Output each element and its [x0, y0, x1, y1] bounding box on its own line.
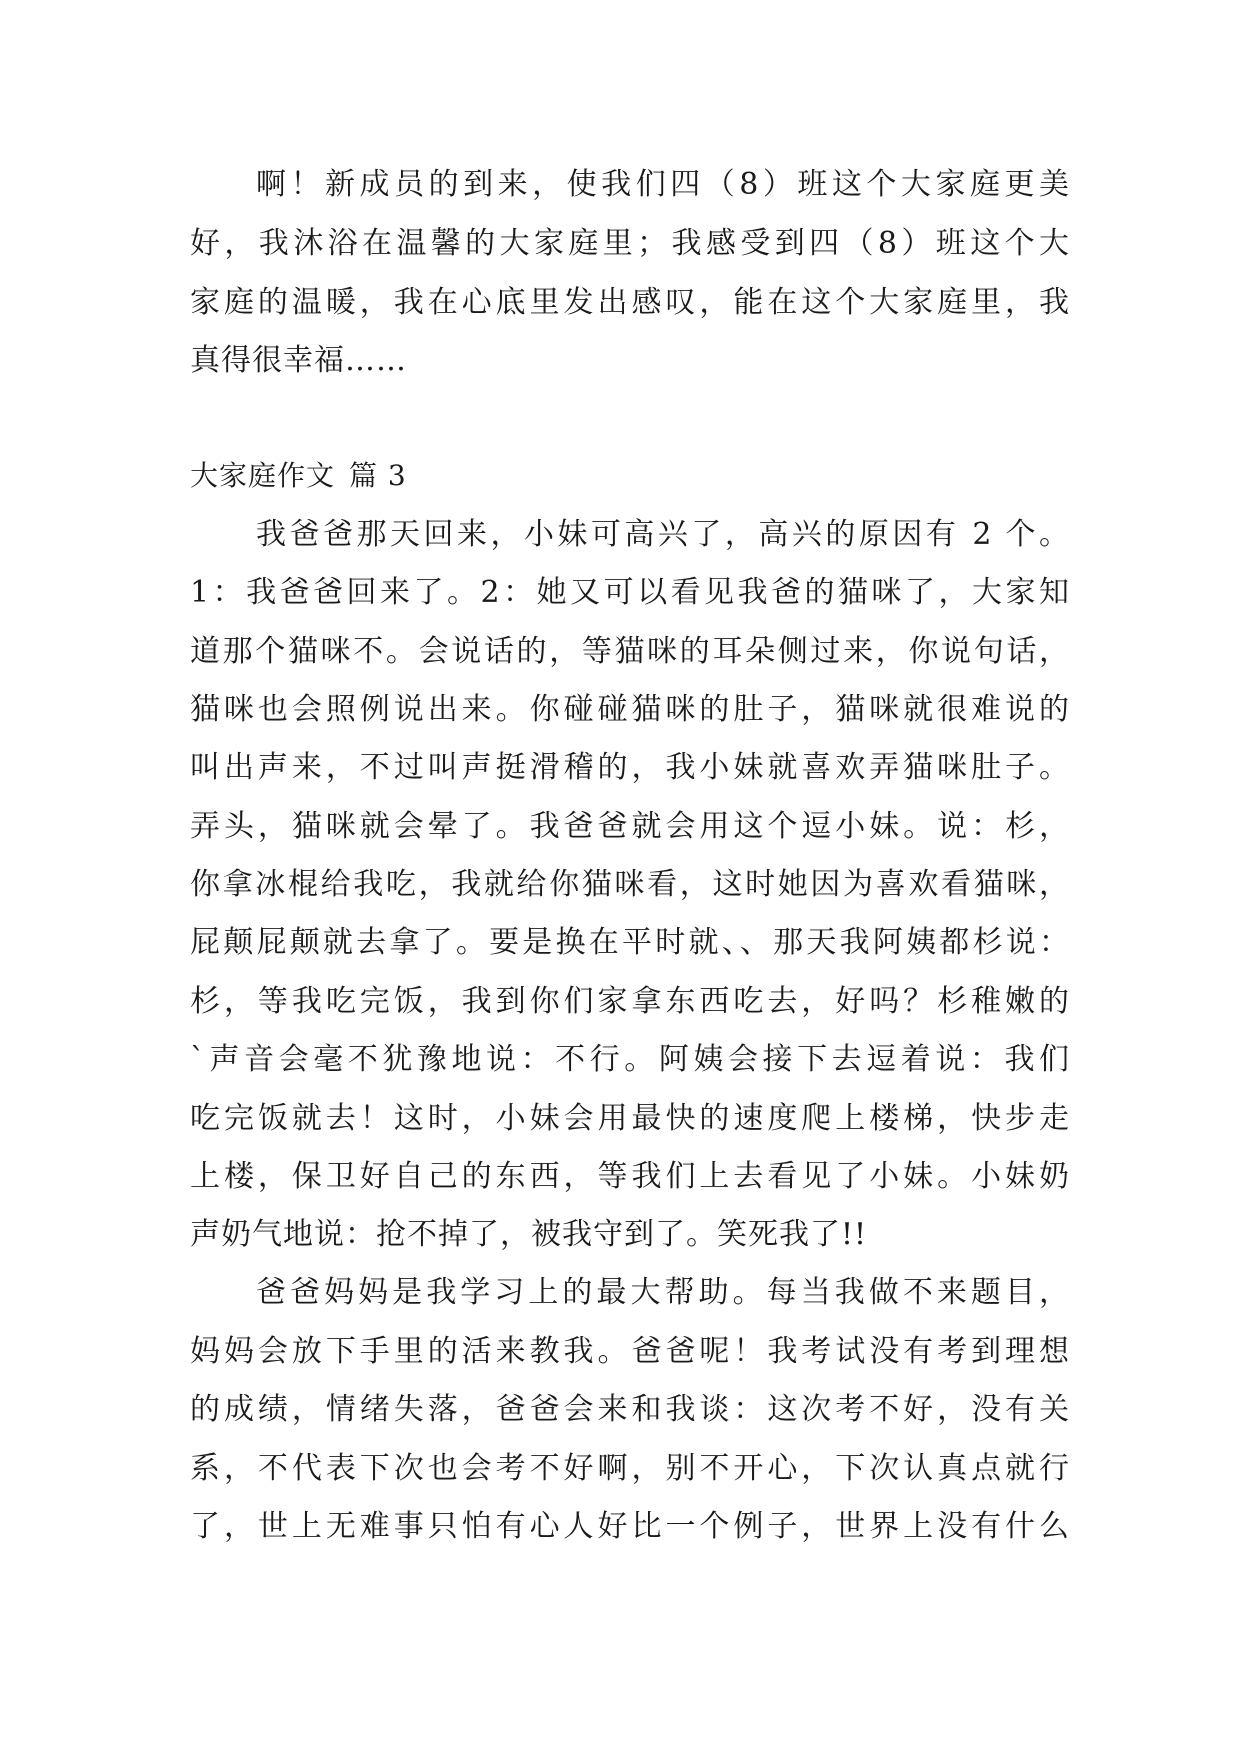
paragraph-2-line-12: 上楼，保卫好自己的东西，等我们上去看见了小妹。小妹奶 [190, 1159, 1070, 1194]
paragraph-3-line-5: 了，世上无难事只怕有心人好比一个例子，世界上没有什么 [190, 1509, 1070, 1544]
paragraph-1-line-1: 啊！新成员的到来，使我们四（8）班这个大家庭更美 [256, 167, 1070, 202]
paragraph-2-line-9: 杉，等我吃完饭，我到你们家拿东西吃去，好吗？杉稚嫩的 [190, 984, 1070, 1019]
paragraph-2-line-10: `声音会毫不犹豫地说：不行。阿姨会接下去逗着说：我们 [190, 1042, 1070, 1077]
paragraph-2-line-8: 屁颠屁颠就去拿了。要是换在平时就、、那天我阿姨都杉说： [190, 925, 1070, 960]
paragraph-2-line-13: 声奶气地说：抢不掉了，被我守到了。笑死我了!! [190, 1217, 868, 1252]
paragraph-3-line-4: 系，不代表下次也会考不好啊，别不开心，下次认真点就行 [190, 1451, 1070, 1486]
paragraph-2-line-6: 弄头，猫咪就会晕了。我爸爸就会用这个逗小妹。说：杉， [190, 809, 1070, 844]
paragraph-3-line-3: 的成绩，情绪失落，爸爸会来和我谈：这次考不好，没有关 [190, 1392, 1070, 1427]
paragraph-2-line-11: 吃完饭就去！这时，小妹会用最快的速度爬上楼梯，快步走 [190, 1101, 1070, 1136]
section-heading-title: 大家庭作文 [190, 459, 336, 492]
paragraph-2-line-1: 我爸爸那天回来，小妹可高兴了，高兴的原因有 2 个。 [256, 517, 1070, 552]
paragraph-2-line-5: 叫出声来，不过叫声挺滑稽的，我小妹就喜欢弄猫咪肚子。 [190, 750, 1070, 785]
paragraph-2-line-2: 1：我爸爸回来了。2：她又可以看见我爸的猫咪了，大家知 [190, 575, 1070, 610]
paragraph-2-line-7: 你拿冰棍给我吃，我就给你猫咪看，这时她因为喜欢看猫咪， [190, 867, 1070, 902]
paragraph-1-line-4: 真得很幸福…… [190, 343, 407, 378]
paragraph-2-line-3: 道那个猫咪不。会说话的，等猫咪的耳朵侧过来，你说句话， [190, 634, 1070, 669]
section-heading [190, 456, 407, 496]
paragraph-3-line-1: 爸爸妈妈是我学习上的最大帮助。每当我做不来题目， [256, 1275, 1070, 1310]
paragraph-3-line-2: 妈妈会放下手里的活来教我。爸爸呢！我考试没有考到理想 [190, 1334, 1070, 1369]
paragraph-1-line-2: 好，我沐浴在温馨的大家庭里；我感受到四（8）班这个大 [190, 226, 1070, 261]
section-heading-part: 篇 3 [349, 459, 407, 492]
paragraph-1-line-3: 家庭的温暖，我在心底里发出感叹，能在这个大家庭里，我 [190, 285, 1070, 320]
paragraph-2-line-4: 猫咪也会照例说出来。你碰碰猫咪的肚子，猫咪就很难说的 [190, 692, 1070, 727]
